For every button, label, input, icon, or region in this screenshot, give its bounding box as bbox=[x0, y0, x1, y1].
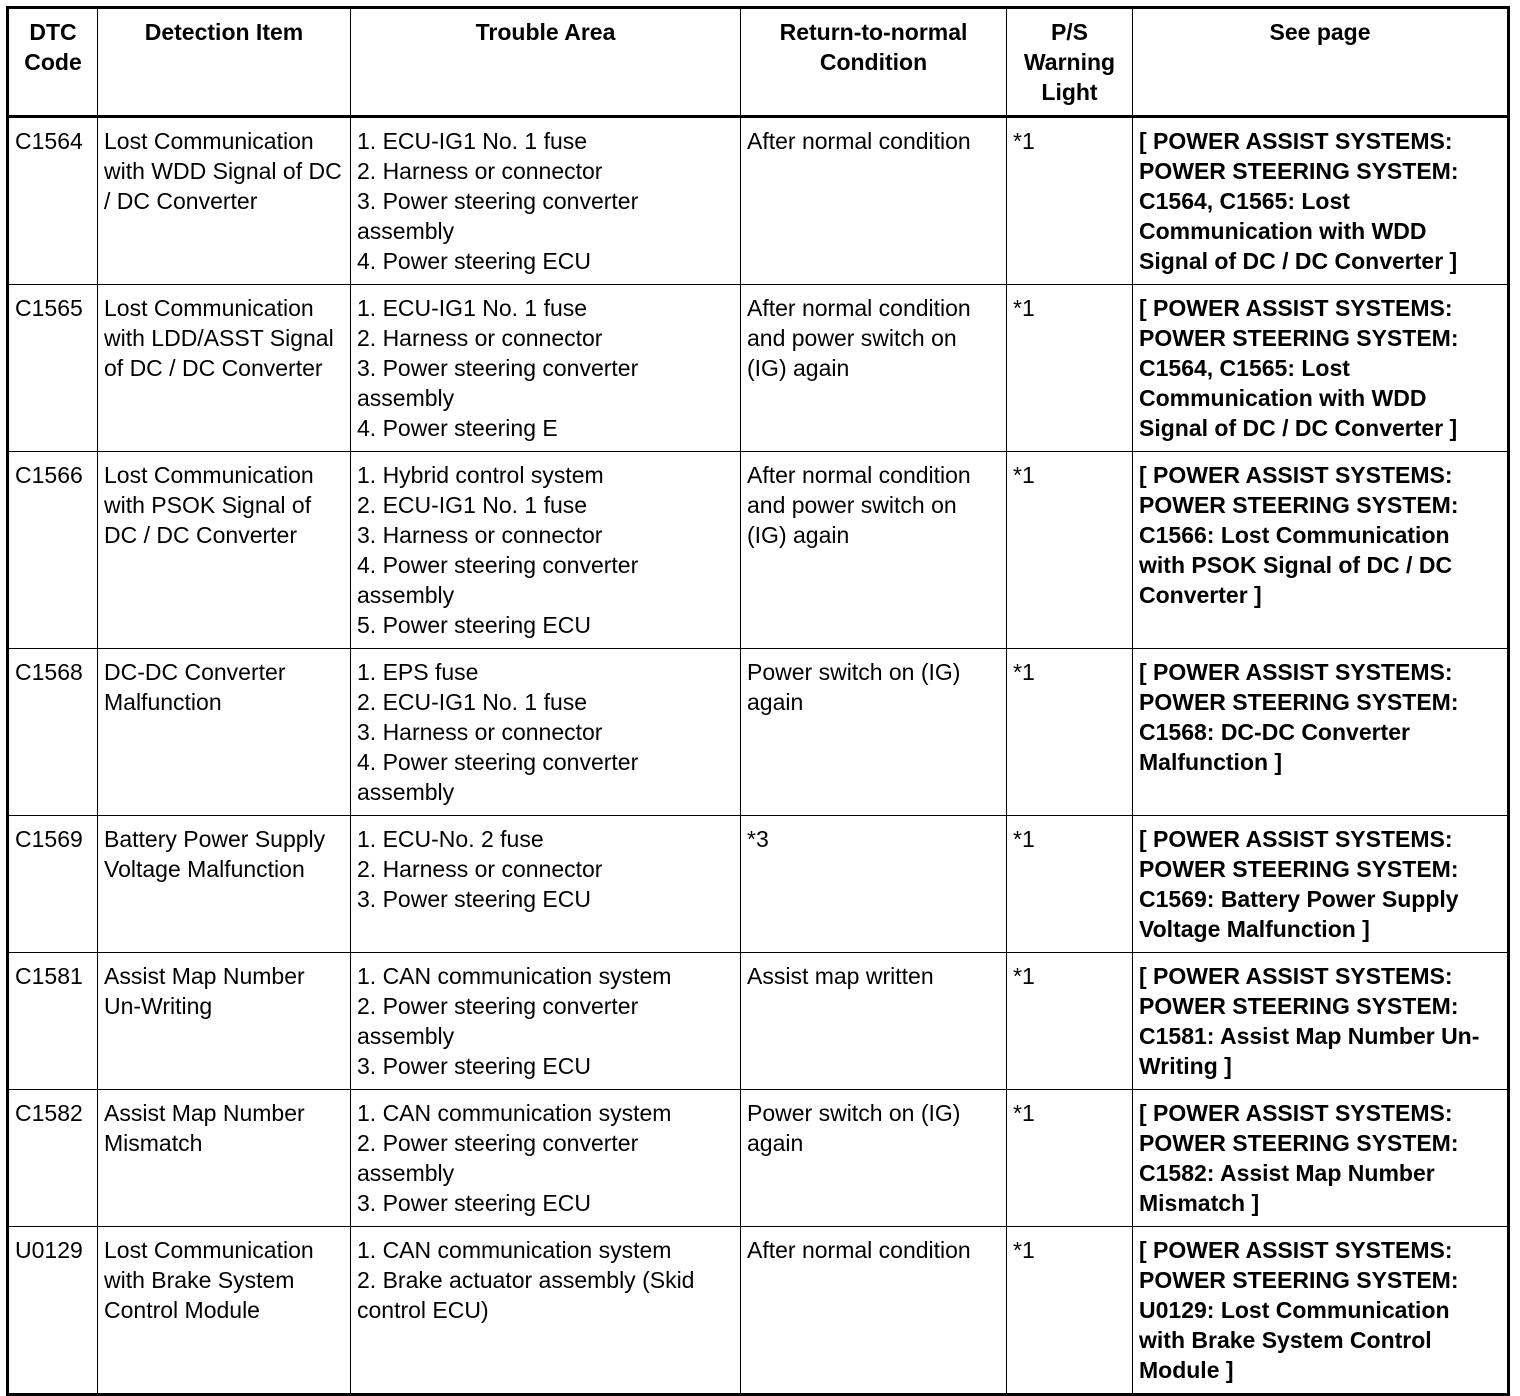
dtc-code-cell: C1568 bbox=[8, 649, 98, 816]
trouble-area-item: 1. Hybrid control system bbox=[357, 462, 604, 488]
trouble-area-cell bbox=[351, 953, 741, 1090]
see-page-link: [ POWER ASSIST SYSTEMS: POWER STEERING SYSTEM: C1581: Assist Map Number Un-Writing ] bbox=[1133, 953, 1509, 1090]
warning-light-cell: *1 bbox=[1007, 117, 1133, 285]
warning-light-cell: *1 bbox=[1007, 1227, 1133, 1395]
return-condition-cell: After normal condition and power switch on (IG) again bbox=[741, 285, 1007, 452]
detection-item-cell: Battery Power Supply Voltage Malfunction bbox=[98, 816, 351, 953]
detection-item-cell: Assist Map Number Mismatch bbox=[98, 1090, 351, 1227]
trouble-area-cell bbox=[351, 1090, 741, 1227]
trouble-area-item: 1. CAN communication system bbox=[357, 1100, 672, 1126]
dtc-code-cell: C1566 bbox=[8, 452, 98, 649]
trouble-area-cell bbox=[351, 649, 741, 816]
trouble-area-item: 3. Power steering ECU bbox=[357, 886, 591, 912]
return-condition-cell: After normal condition bbox=[741, 1227, 1007, 1395]
trouble-area-item: 1. ECU-IG1 No. 1 fuse bbox=[357, 295, 588, 321]
header-return-condition: Return-to-normal Condition bbox=[741, 8, 1007, 117]
trouble-area-item: 1. ECU-No. 2 fuse bbox=[357, 826, 544, 852]
warning-light-cell: *1 bbox=[1007, 452, 1133, 649]
trouble-area-cell bbox=[351, 816, 741, 953]
return-condition-cell: Power switch on (IG) again bbox=[741, 649, 1007, 816]
return-condition-cell: After normal condition bbox=[741, 117, 1007, 285]
header-see-page: See page bbox=[1133, 8, 1509, 117]
detection-item-cell: Assist Map Number Un-Writing bbox=[98, 953, 351, 1090]
header-dtc-code: DTC Code bbox=[8, 8, 98, 117]
table-row bbox=[8, 285, 1509, 452]
see-page-link: [ POWER ASSIST SYSTEMS: POWER STEERING SYSTEM: C1564, C1565: Lost Communication with WDD Signal of DC / DC Converter ] bbox=[1133, 285, 1509, 452]
table-row bbox=[8, 1227, 1509, 1395]
trouble-area-item: 3. Power steering converter assembly bbox=[357, 355, 639, 411]
trouble-area-item: 3. Harness or connector bbox=[357, 719, 603, 745]
return-condition-cell: Power switch on (IG) again bbox=[741, 1090, 1007, 1227]
return-condition-cell: *3 bbox=[741, 816, 1007, 953]
table-row bbox=[8, 1090, 1509, 1227]
trouble-area-item: 2. Harness or connector bbox=[357, 158, 603, 184]
detection-item-cell: Lost Communication with PSOK Signal of DC / DC Converter bbox=[98, 452, 351, 649]
return-condition-cell: After normal condition and power switch on (IG) again bbox=[741, 452, 1007, 649]
table-row bbox=[8, 953, 1509, 1090]
trouble-area-item: 1. ECU-IG1 No. 1 fuse bbox=[357, 128, 588, 154]
see-page-link: [ POWER ASSIST SYSTEMS: POWER STEERING SYSTEM: U0129: Lost Communication with Brake System Control Module ] bbox=[1133, 1227, 1509, 1395]
trouble-area-item: 3. Power steering ECU bbox=[357, 1053, 591, 1079]
dtc-code-cell: C1569 bbox=[8, 816, 98, 953]
trouble-area-item: 2. ECU-IG1 No. 1 fuse bbox=[357, 689, 588, 715]
warning-light-cell: *1 bbox=[1007, 649, 1133, 816]
see-page-link: [ POWER ASSIST SYSTEMS: POWER STEERING SYSTEM: C1568: DC-DC Converter Malfunction ] bbox=[1133, 649, 1509, 816]
trouble-area-item: 2. ECU-IG1 No. 1 fuse bbox=[357, 492, 588, 518]
see-page-link: [ POWER ASSIST SYSTEMS: POWER STEERING SYSTEM: C1582: Assist Map Number Mismatch ] bbox=[1133, 1090, 1509, 1227]
trouble-area-item: 4. Power steering converter assembly bbox=[357, 749, 639, 805]
dtc-code-cell: C1564 bbox=[8, 117, 98, 285]
table-row bbox=[8, 452, 1509, 649]
header-detection-item: Detection Item bbox=[98, 8, 351, 117]
trouble-area-item: 3. Power steering ECU bbox=[357, 1190, 591, 1216]
trouble-area-cell bbox=[351, 285, 741, 452]
trouble-area-item: 4. Power steering converter assembly bbox=[357, 552, 639, 608]
dtc-code-cell: C1581 bbox=[8, 953, 98, 1090]
trouble-area-item: 3. Power steering converter assembly bbox=[357, 188, 639, 244]
trouble-area-item: 5. Power steering ECU bbox=[357, 612, 591, 638]
trouble-area-item: 2. Brake actuator assembly (Skid control ECU) bbox=[357, 1267, 695, 1323]
detection-item-cell: Lost Communication with LDD/ASST Signal of DC / DC Converter bbox=[98, 285, 351, 452]
see-page-link: [ POWER ASSIST SYSTEMS: POWER STEERING SYSTEM: C1566: Lost Communication with PSOK Signal of DC / DC Converter ] bbox=[1133, 452, 1509, 649]
header-warning-light: P/S Warning Light bbox=[1007, 8, 1133, 117]
see-page-link: [ POWER ASSIST SYSTEMS: POWER STEERING SYSTEM: C1569: Battery Power Supply Voltage Malfunction ] bbox=[1133, 816, 1509, 953]
trouble-area-item: 2. Power steering converter assembly bbox=[357, 993, 639, 1049]
detection-item-cell: Lost Communication with WDD Signal of DC / DC Converter bbox=[98, 117, 351, 285]
trouble-area-item: 4. Power steering E bbox=[357, 415, 558, 441]
table-row bbox=[8, 816, 1509, 953]
warning-light-cell: *1 bbox=[1007, 816, 1133, 953]
trouble-area-item: 2. Power steering converter assembly bbox=[357, 1130, 639, 1186]
detection-item-cell: Lost Communication with Brake System Control Module bbox=[98, 1227, 351, 1395]
warning-light-cell: *1 bbox=[1007, 953, 1133, 1090]
trouble-area-item: 1. EPS fuse bbox=[357, 659, 479, 685]
trouble-area-item: 4. Power steering ECU bbox=[357, 248, 591, 274]
dtc-table bbox=[6, 6, 1510, 1396]
dtc-code-cell: C1565 bbox=[8, 285, 98, 452]
trouble-area-item: 2. Harness or connector bbox=[357, 325, 603, 351]
see-page-link: [ POWER ASSIST SYSTEMS: POWER STEERING SYSTEM: C1564, C1565: Lost Communication with WDD Signal of DC / DC Converter ] bbox=[1133, 117, 1509, 285]
warning-light-cell: *1 bbox=[1007, 285, 1133, 452]
header-row bbox=[8, 8, 1509, 117]
table-row bbox=[8, 649, 1509, 816]
warning-light-cell: *1 bbox=[1007, 1090, 1133, 1227]
trouble-area-cell bbox=[351, 1227, 741, 1395]
dtc-code-cell: C1582 bbox=[8, 1090, 98, 1227]
table-row bbox=[8, 117, 1509, 285]
dtc-code-cell: U0129 bbox=[8, 1227, 98, 1395]
trouble-area-item: 1. CAN communication system bbox=[357, 1237, 672, 1263]
trouble-area-item: 1. CAN communication system bbox=[357, 963, 672, 989]
trouble-area-item: 3. Harness or connector bbox=[357, 522, 603, 548]
table-body bbox=[8, 117, 1509, 1395]
trouble-area-cell bbox=[351, 452, 741, 649]
detection-item-cell: DC-DC Converter Malfunction bbox=[98, 649, 351, 816]
trouble-area-item: 2. Harness or connector bbox=[357, 856, 603, 882]
return-condition-cell: Assist map written bbox=[741, 953, 1007, 1090]
trouble-area-cell bbox=[351, 117, 741, 285]
header-trouble-area: Trouble Area bbox=[351, 8, 741, 117]
